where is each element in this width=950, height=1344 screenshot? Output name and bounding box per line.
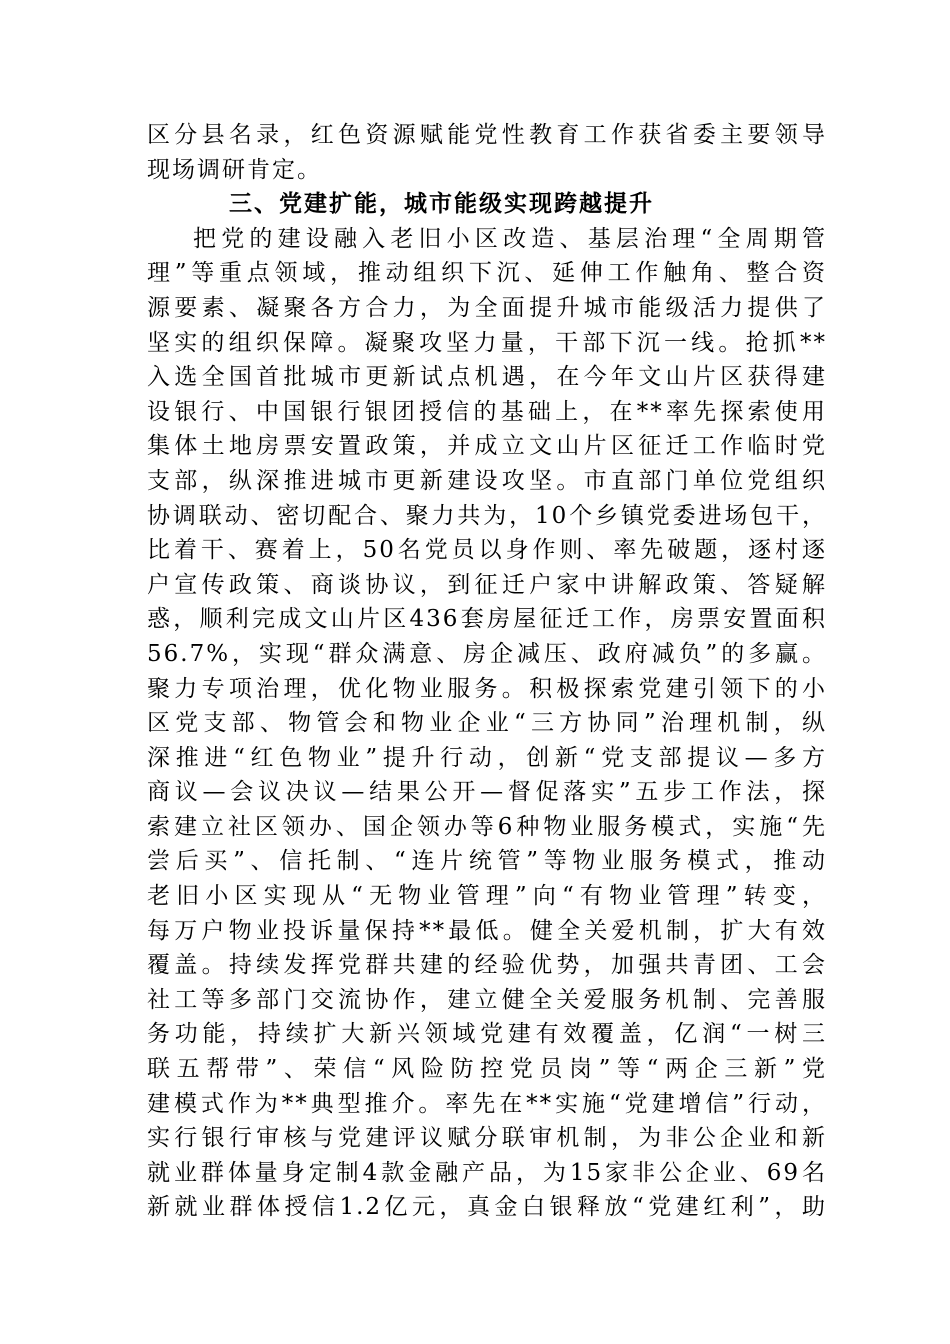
- body-line-8: 入选全国首批城市更新试点机遇，在今年文山片区获得建: [147, 364, 827, 391]
- body-line-10: 集体土地房票安置政策，并成立文山片区征迁工作临时党: [147, 433, 827, 460]
- body-line-2: 现场调研肯定。: [147, 156, 322, 183]
- section-heading: 三、党建扩能，城市能级实现跨越提升: [229, 191, 654, 218]
- body-line-13: 比着干、赛着上，50名党员以身作则、率先破题，逐村逐: [147, 537, 827, 564]
- body-line-21: 索建立社区领办、国企领办等6种物业服务模式，实施“先: [147, 813, 827, 840]
- body-line-11: 支部，纵深推进城市更新建设攻坚。市直部门单位党组织: [147, 467, 827, 494]
- body-line-5: 理”等重点领域，推动组织下沉、延伸工作触角、整合资: [147, 260, 827, 287]
- body-line-18: 区党支部、物管会和物业企业“三方协同”治理机制，纵: [147, 710, 827, 737]
- body-line-31: 就业群体量身定制4款金融产品，为15家非公企业、69名: [147, 1159, 827, 1186]
- document-body: [147, 118, 827, 1225]
- body-line-29: 建模式作为**典型推介。率先在**实施“党建增信”行动，: [147, 1090, 827, 1117]
- body-line-22: 尝后买”、信托制、“连片统管”等物业服务模式，推动: [147, 848, 827, 875]
- body-line-19: 深推进“红色物业”提升行动，创新“党支部提议—多方: [147, 744, 827, 771]
- body-line-24: 每万户物业投诉量保持**最低。健全关爱机制，扩大有效: [147, 917, 827, 944]
- body-line-32: 新就业群体授信1.2亿元，真金白银释放“党建红利”，助: [147, 1194, 827, 1221]
- body-line-9: 设银行、中国银行银团授信的基础上，在**率先探索使用: [147, 398, 827, 425]
- body-line-17: 聚力专项治理，优化物业服务。积极探索党建引领下的小: [147, 675, 827, 702]
- body-line-20: 商议—会议决议—结果公开—督促落实”五步工作法，探: [147, 779, 827, 806]
- body-line-6: 源要素、凝聚各方合力，为全面提升城市能级活力提供了: [147, 294, 827, 321]
- body-line-16: 56.7%，实现“群众满意、房企减压、政府减负”的多赢。: [147, 640, 827, 667]
- body-line-15: 惑，顺利完成文山片区436套房屋征迁工作，房票安置面积: [147, 606, 827, 633]
- body-line-23: 老旧小区实现从“无物业管理”向“有物业管理”转变，: [147, 883, 827, 910]
- body-line-25: 覆盖。持续发挥党群共建的经验优势，加强共青团、工会: [147, 952, 827, 979]
- body-line-1: 区分县名录，红色资源赋能党性教育工作获省委主要领导: [147, 122, 827, 148]
- body-line-30: 实行银行审核与党建评议赋分联审机制，为非公企业和新: [147, 1125, 827, 1152]
- body-line-4: 把党的建设融入老旧小区改造、基层治理“全周期管: [193, 225, 827, 252]
- body-line-7: 坚实的组织保障。凝聚攻坚力量，干部下沉一线。抢抓**: [147, 329, 827, 356]
- body-line-26: 社工等多部门交流协作，建立健全关爱服务机制、完善服: [147, 986, 827, 1013]
- body-line-28: 联五帮带”、荣信“风险防控党员岗”等“两企三新”党: [147, 1056, 827, 1083]
- body-line-12: 协调联动、密切配合、聚力共为，10个乡镇党委进场包干，: [147, 502, 827, 529]
- body-line-27: 务功能，持续扩大新兴领域党建有效覆盖，亿润“一树三: [147, 1021, 827, 1048]
- body-line-14: 户宣传政策、商谈协议，到征迁户家中讲解政策、答疑解: [147, 571, 827, 598]
